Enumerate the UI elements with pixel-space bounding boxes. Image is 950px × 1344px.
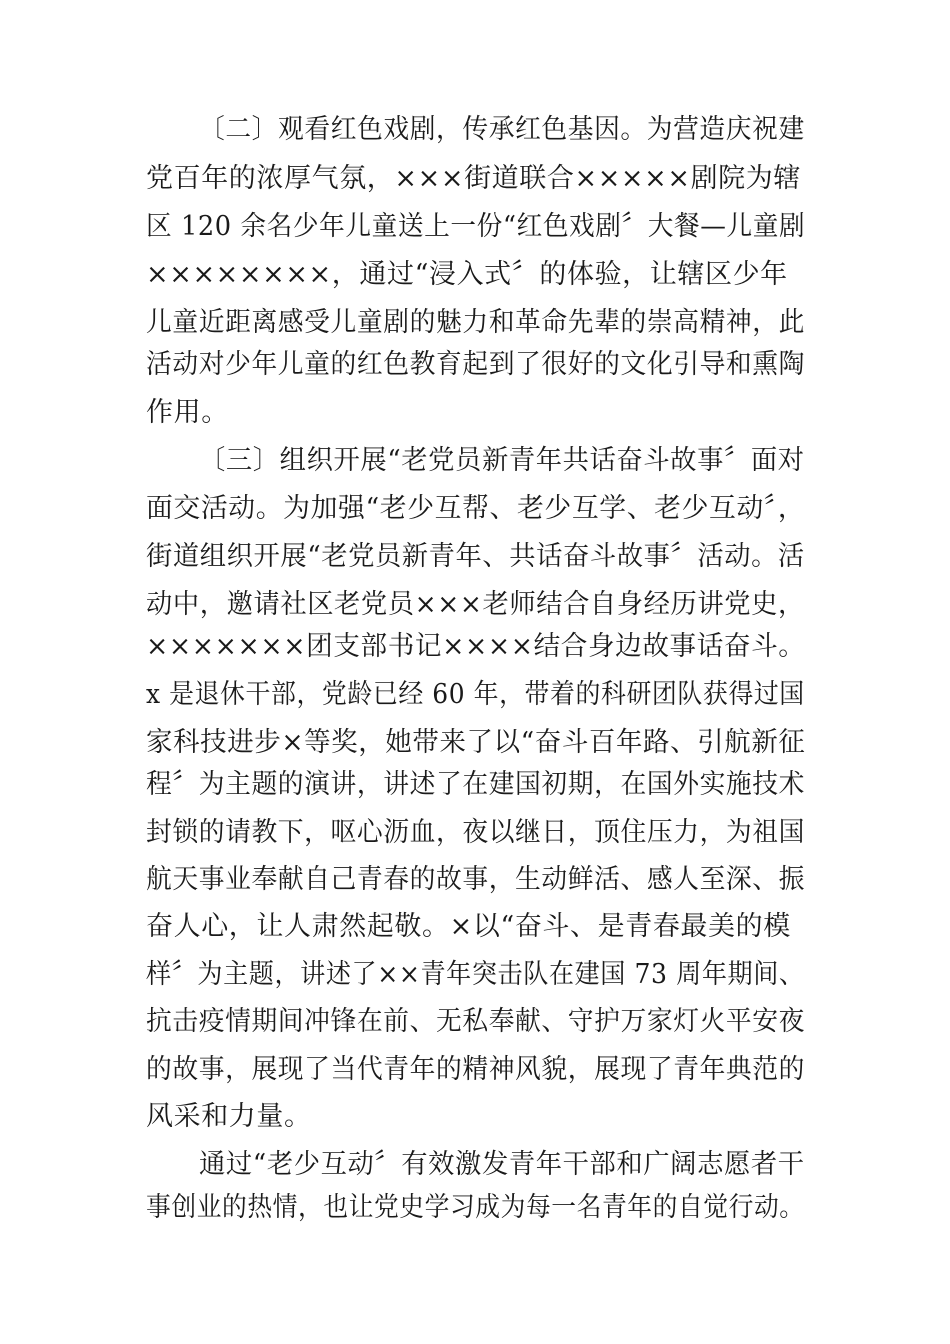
text-line: 程〞为主题的演讲，讲述了在建国初期，在国外实施技术 [146, 769, 806, 800]
text-line: x 是退休干部，党龄已经 60 年，带着的科研团队获得过国 [146, 679, 805, 710]
text-line: 航天事业奉献自己青春的故事，生动鲜活、感人至深、振 [146, 864, 806, 895]
text-line: 家科技进步×等奖，她带来了以“奋斗百年路、引航新征 [146, 727, 806, 758]
text-line: 面交活动。为加强“老少互帮、老少互学、老少互动〞， [146, 493, 806, 524]
text-line: 儿童近距离感受儿童剧的魅力和革命先辈的崇高精神，此 [146, 307, 806, 338]
text-line: ××××××××，通过“浸入式〞的体验，让辖区少年 [146, 259, 788, 290]
text-line: 街道组织开展“老党员新青年、共话奋斗故事〞活动。活 [146, 541, 805, 572]
text-line: 区 120 余名少年儿童送上一份“红色戏剧〞大餐—儿童剧 [146, 211, 806, 242]
text-line: 通过“老少互动〞有效激发青年干部和广阔志愿者干 [199, 1149, 805, 1180]
text-line: 〔二〕观看红色戏剧，传承红色基因。为营造庆祝建 [199, 114, 805, 145]
text-line: 封锁的请教下，呕心沥血，夜以继日，顶住压力，为祖国 [146, 817, 806, 848]
text-line: 活动对少年儿童的红色教育起到了很好的文化引导和熏陶 [146, 349, 806, 380]
text-line: 事创业的热情，也让党史学习成为每一名青年的自觉行动。 [146, 1192, 805, 1223]
text-line: 奋人心，让人肃然起敬。×以“奋斗、是青春最美的模 [146, 911, 791, 942]
text-line: ×××××××团支部书记××××结合身边故事话奋斗。 [146, 631, 806, 662]
text-line: 党百年的浓厚气氛，×××街道联合×××××剧院为辖 [146, 163, 801, 194]
text-line: 〔三〕组织开展“老党员新青年共话奋斗故事〞面对 [199, 445, 805, 476]
text-line: 动中，邀请社区老党员×××老师结合自身经历讲党史， [146, 589, 805, 620]
text-line: 作用。 [146, 397, 229, 428]
text-line: 风采和力量。 [146, 1101, 312, 1132]
text-line: 的故事，展现了当代青年的精神风貌，展现了青年典范的 [146, 1054, 806, 1085]
text-line: 抗击疫情期间冲锋在前、无私奉献、守护万家灯火平安夜 [146, 1006, 806, 1037]
text-line: 样〞为主题，讲述了××青年突击队在建国 73 周年期间、 [146, 959, 805, 990]
